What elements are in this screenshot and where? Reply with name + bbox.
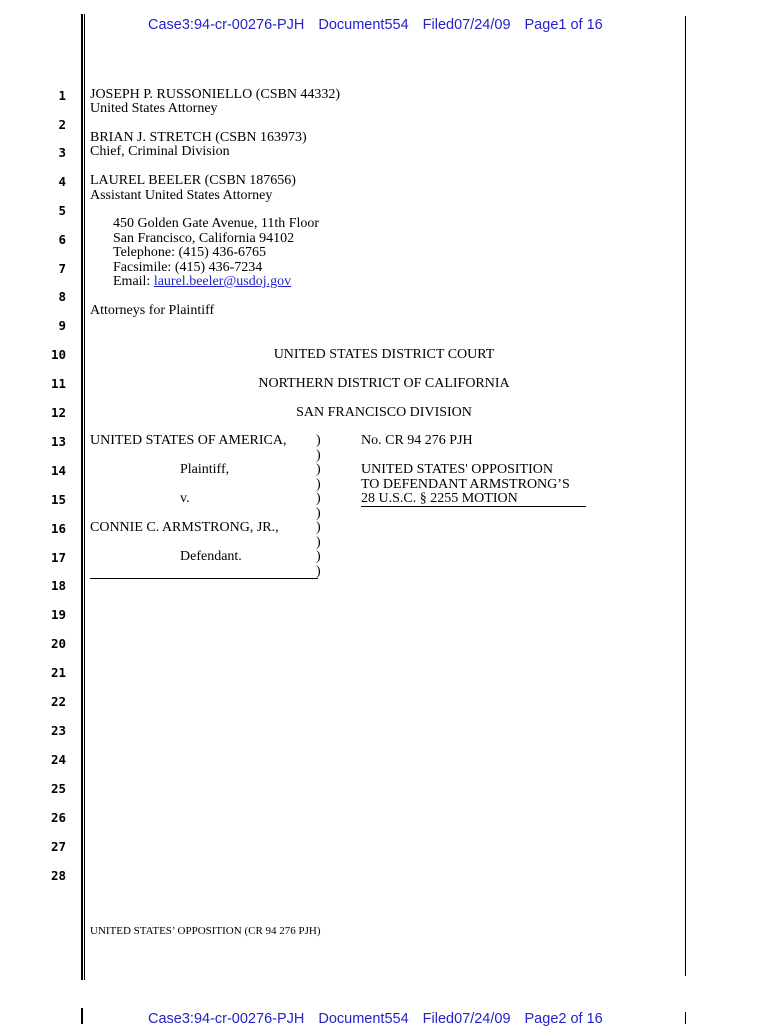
line-number: 8 xyxy=(58,289,66,304)
telephone: Telephone: (415) 436-6765 xyxy=(113,245,266,260)
line-number: 22 xyxy=(50,694,66,709)
versus: v. xyxy=(180,491,190,506)
filed-date: Filed07/24/09 xyxy=(422,17,511,33)
document-title-underline xyxy=(361,506,586,507)
line-number: 24 xyxy=(50,752,66,767)
page-count: Page1 of 16 xyxy=(524,17,603,33)
email-line xyxy=(113,275,291,290)
line-number: 13 xyxy=(50,434,66,449)
court-name: UNITED STATES DISTRICT COURT xyxy=(273,347,495,362)
line-number: 9 xyxy=(58,318,66,333)
next-page-count: Page2 of 16 xyxy=(524,1011,603,1027)
assistant-attorney-title: Assistant United States Attorney xyxy=(90,188,273,203)
page-header xyxy=(148,17,617,33)
plaintiff-role: Plaintiff, xyxy=(180,462,230,477)
left-margin-rule-outer xyxy=(81,14,83,980)
line-number: 4 xyxy=(58,174,66,189)
line-number: 10 xyxy=(50,347,66,362)
line-number: 28 xyxy=(50,868,66,883)
line-number: 19 xyxy=(50,607,66,622)
line-number: 17 xyxy=(50,550,66,565)
email-label: Email: xyxy=(113,274,154,289)
plaintiff-name: UNITED STATES OF AMERICA, xyxy=(90,433,287,448)
document-title-line-1: UNITED STATES' OPPOSITION xyxy=(361,462,553,477)
next-case-number: Case3:94-cr-00276-PJH xyxy=(148,1011,305,1027)
email-link[interactable]: laurel.beeler@usdoj.gov xyxy=(153,274,292,289)
caption-brackets: ) ) ) ) ) ) ) ) ) ) xyxy=(316,433,321,579)
case-number-caption: No. CR 94 276 PJH xyxy=(361,433,473,448)
right-margin-rule xyxy=(685,16,686,976)
next-page-right-rule xyxy=(685,1012,686,1024)
us-attorney-name: JOSEPH P. RUSSONIELLO (CSBN 44332) xyxy=(90,87,341,102)
line-number: 23 xyxy=(50,723,66,738)
court-district: NORTHERN DISTRICT OF CALIFORNIA xyxy=(258,376,510,391)
line-number: 3 xyxy=(58,145,66,160)
line-number: 2 xyxy=(58,117,66,132)
page-footer: UNITED STATES’ OPPOSITION (CR 94 276 PJH) xyxy=(90,925,321,937)
address-line-2: San Francisco, California 94102 xyxy=(113,231,295,246)
line-number: 26 xyxy=(50,810,66,825)
line-number: 25 xyxy=(50,781,66,796)
us-attorney-title: United States Attorney xyxy=(90,101,218,116)
line-number: 21 xyxy=(50,665,66,680)
line-number: 6 xyxy=(58,232,66,247)
defendant-name: CONNIE C. ARMSTRONG, JR., xyxy=(90,520,279,535)
left-margin-rule-inner xyxy=(84,14,85,980)
line-number: 20 xyxy=(50,636,66,651)
case-number: Case3:94-cr-00276-PJH xyxy=(148,17,305,33)
defendant-role: Defendant. xyxy=(180,549,242,564)
criminal-chief-title: Chief, Criminal Division xyxy=(90,144,230,159)
assistant-attorney-name: LAUREL BEELER (CSBN 187656) xyxy=(90,173,296,188)
line-number: 15 xyxy=(50,492,66,507)
next-page-left-rule xyxy=(81,1008,83,1024)
next-filed-date: Filed07/24/09 xyxy=(422,1011,511,1027)
criminal-chief-name: BRIAN J. STRETCH (CSBN 163973) xyxy=(90,130,307,145)
line-number: 12 xyxy=(50,405,66,420)
line-number: 11 xyxy=(50,376,66,391)
caption-underline xyxy=(90,578,318,579)
line-number: 27 xyxy=(50,839,66,854)
line-number: 16 xyxy=(50,521,66,536)
line-number: 18 xyxy=(50,578,66,593)
document-title-line-3: 28 U.S.C. § 2255 MOTION xyxy=(361,491,518,506)
next-page-header xyxy=(148,1011,617,1027)
line-number: 7 xyxy=(58,261,66,276)
facsimile: Facsimile: (415) 436-7234 xyxy=(113,260,263,275)
court-division: SAN FRANCISCO DIVISION xyxy=(296,405,472,420)
next-document-number: Document554 xyxy=(318,1011,409,1027)
line-number: 1 xyxy=(58,88,66,103)
document-number: Document554 xyxy=(318,17,409,33)
document-title-line-2: TO DEFENDANT ARMSTRONG’S xyxy=(361,477,570,492)
line-number: 14 xyxy=(50,463,66,478)
attorneys-for-plaintiff: Attorneys for Plaintiff xyxy=(90,303,215,318)
line-number: 5 xyxy=(58,203,66,218)
address-line-1: 450 Golden Gate Avenue, 11th Floor xyxy=(113,216,320,231)
